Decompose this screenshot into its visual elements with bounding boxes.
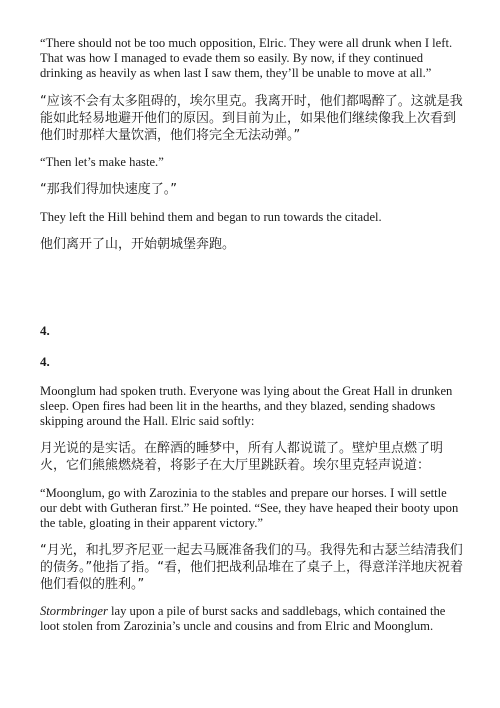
chapter-heading-en: 4.: [40, 323, 50, 338]
chapter-paragraph-zh-2: “月光，和扎罗齐尼亚一起去马厩准备我们的马。我得先和古瑟兰结清我们的债务。”他指了指。“看，他们把战利品堆在了桌子上，得意洋洋地庆祝着他们看似的胜利。”: [40, 543, 463, 592]
paragraph-en-3: They left the Hill behind them and began to run towards the citadel.: [40, 210, 382, 224]
chapter-paragraph-zh-1: 月光说的是实话。在醉酒的睡梦中，所有人都说谎了。壁炉里点燃了明火，它们熊熊燃烧着，将影子在大厅里跳跃着。埃尔里克轻声说道：: [40, 441, 444, 473]
chapter-paragraph-en-2: “Moonglum, go with Zarozinia to the stables and prepare our horses. I will settle our debt with Gutheran first.” He pointed. “See, they have heaped their booty upon the table, gloating in their apparent victory.”: [40, 486, 459, 530]
chapter-paragraph-en-1: Moonglum had spoken truth. Everyone was lying about the Great Hall in drunken sleep. Open fires had been lit in the hearths, and they blazed, sending shadows skipping around the Hall. Elric said softly:: [40, 384, 453, 428]
paragraph-rest: lay upon a pile of burst sacks and saddlebags, which contained the loot stolen from Zarozinia’s uncle and cousins and from Elric and Moonglum.: [40, 604, 446, 633]
paragraph-zh-1: “应该不会有太多阻碍的，埃尔里克。我离开时，他们都喝醉了。这就是我能如此轻易地避开他们的原因。到目前为止，如果他们继续像我上次看到他们时那样大量饮酒，他们将完全无法动弹。”: [40, 94, 463, 143]
paragraph-en-1: “There should not be too much opposition, Elric. They were all drunk when I left. That was how I managed to evade them so easily. By now, if they continued drinking as heavily as when last I saw them, they’ll be unable to move at all.”: [40, 36, 453, 80]
chapter-heading-zh: 4.: [40, 354, 50, 369]
chapter-paragraph-en-3: [40, 604, 465, 634]
paragraph-zh-2: “那我们得加快速度了。”: [40, 182, 177, 197]
stormbringer-title: Stormbringer: [40, 604, 108, 618]
paragraph-zh-3: 他们离开了山，开始朝城堡奔跑。: [40, 237, 236, 252]
paragraph-en-2: “Then let’s make haste.”: [40, 155, 164, 169]
